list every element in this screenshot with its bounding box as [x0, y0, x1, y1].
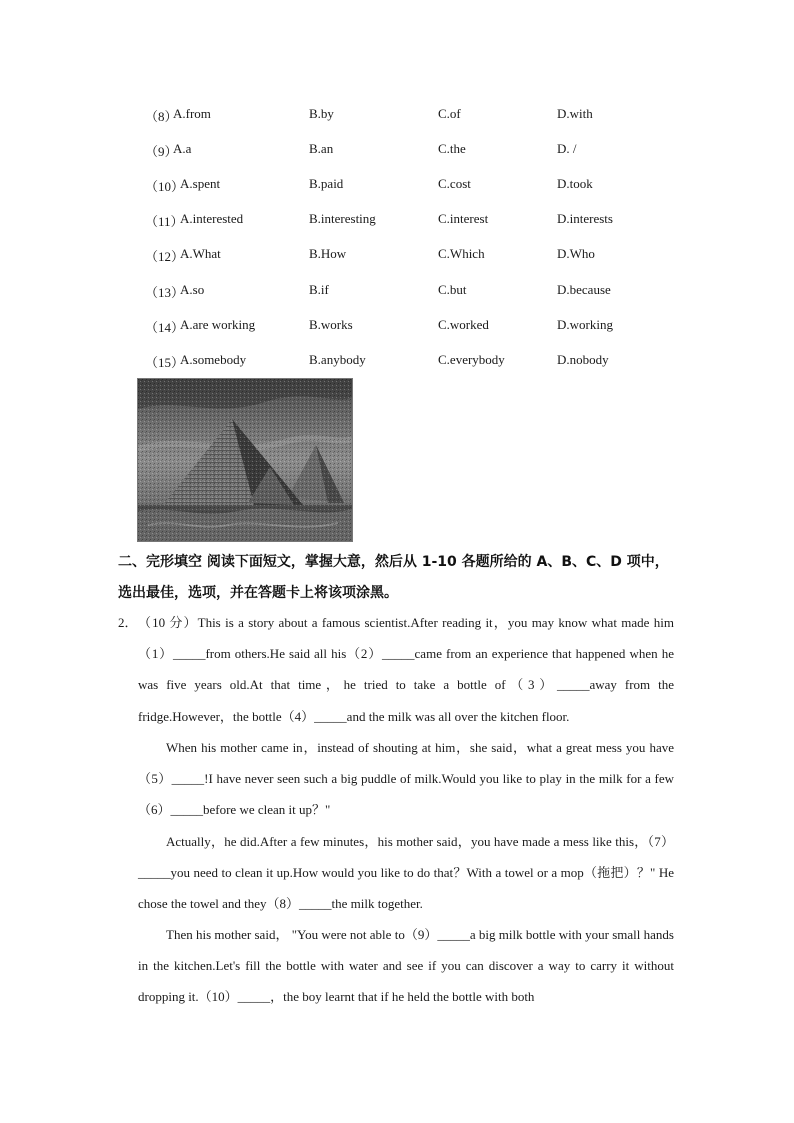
option-a-text: A.so — [180, 282, 205, 297]
option-number: （10） — [145, 179, 185, 194]
option-row-12 — [0, 246, 794, 266]
option-d: D.interests — [557, 211, 613, 226]
option-d: D.took — [557, 176, 593, 191]
option-d: D. / — [557, 141, 577, 156]
option-a-text: A.What — [180, 246, 221, 261]
option-c: C.Which — [438, 246, 485, 261]
option-d: D.working — [557, 317, 613, 332]
option-d: D.nobody — [557, 352, 609, 367]
option-number: （15） — [145, 355, 185, 370]
option-b: B.by — [309, 106, 334, 121]
option-b: B.anybody — [309, 352, 366, 367]
option-c: C.worked — [438, 317, 489, 332]
option-number: （11） — [145, 214, 184, 229]
option-d: D.Who — [557, 246, 595, 261]
option-row-9 — [0, 141, 794, 161]
option-row-8 — [0, 106, 794, 126]
option-row-15 — [0, 352, 794, 372]
option-b: B.paid — [309, 176, 344, 191]
option-c: C.the — [438, 141, 466, 156]
option-row-10 — [0, 176, 794, 196]
option-number: （14） — [145, 320, 185, 335]
option-a-text: A.spent — [180, 176, 221, 191]
option-b: B.interesting — [309, 211, 376, 226]
question-number: 2． — [118, 615, 138, 630]
option-d: D.because — [557, 282, 611, 297]
option-row-11 — [0, 211, 794, 231]
option-c: C.of — [438, 106, 461, 121]
option-c: C.interest — [438, 211, 489, 226]
question-paragraph-3: Actually，he did.After a few minutes，his mother said，you have made a mess like this，（7）_____you need to clean it up.How would you like to do that？With a towel or a mop（拖把）？" He chose the towel and they（8）_____the milk together. — [138, 834, 674, 912]
question-paragraph-4: Then his mother said， "You were not able to（9）_____a big milk bottle with your small hands in the kitchen.Let's fill the bottle with water and see if you can discover a way to carry it without dropping it.（10）_____，the boy learnt that if he held the bottle with both — [138, 927, 674, 1005]
option-a-text: A.somebody — [180, 352, 247, 367]
option-b: B.if — [309, 282, 329, 297]
option-row-13 — [0, 282, 794, 302]
option-b: B.How — [309, 246, 347, 261]
option-a-text: A.a — [173, 141, 192, 156]
question-paragraph-1 — [118, 607, 674, 732]
option-a-text: A.interested — [180, 211, 244, 226]
option-c: C.cost — [438, 176, 471, 191]
option-b: B.works — [309, 317, 353, 332]
option-b: B.an — [309, 141, 334, 156]
option-a-text: A.are working — [180, 317, 256, 332]
option-c: C.everybody — [438, 352, 505, 367]
option-row-14 — [0, 317, 794, 337]
section-heading: 二、完形填空 阅读下面短文，掌握大意，然后从 1-10 各题所给的 A、B、C、D 项中，选出最佳，选项，并在答题卡上将该项涂黑。 — [118, 554, 669, 601]
pyramid-image — [137, 378, 353, 542]
paragraph-text: （10 分）This is a story about a famous scientist.After reading it，you may know what made him（1）_____from others.He said all his（2）_____came from an experience that happened when he was five years old.At that time，he tried to take a bottle of（3）_____away from the fridge.However，the bottle（4）_____and the milk was all over the kitchen floor. — [138, 615, 674, 724]
option-d: D.with — [557, 106, 593, 121]
option-a: （8） — [145, 109, 178, 124]
option-number: （12） — [145, 249, 185, 264]
question-paragraph-2: When his mother came in，instead of shouting at him，she said，what a great mess you have（5）_____!I have never seen such a big puddle of milk.Would you like to play in the milk for a few（6）_____before we clean it up？" — [138, 740, 674, 818]
option-c: C.but — [438, 282, 467, 297]
option-a-text: A.from — [173, 106, 211, 121]
option-number: （13） — [145, 285, 185, 300]
option-number: （9） — [145, 144, 178, 159]
